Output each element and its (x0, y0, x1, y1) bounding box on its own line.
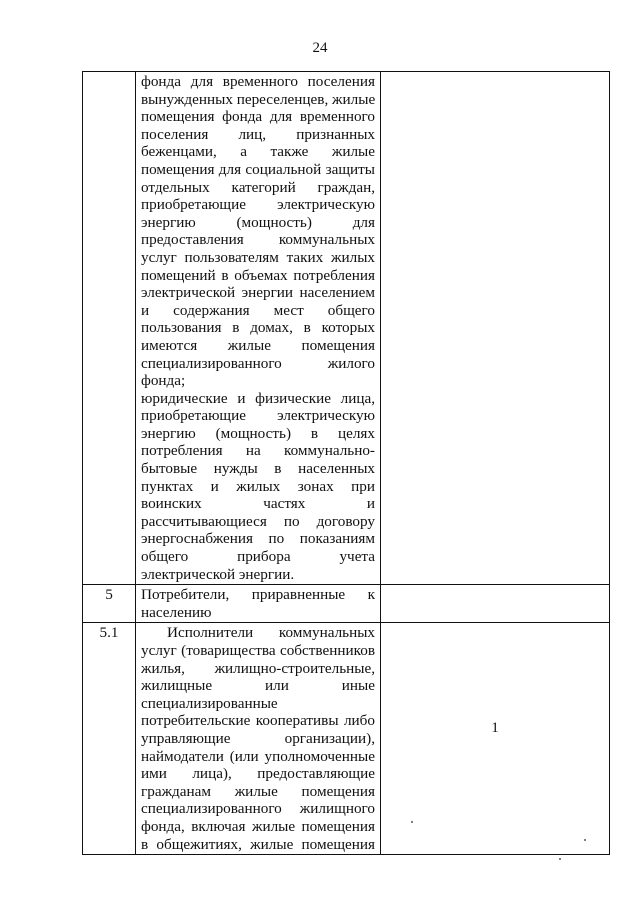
text-line: энергию (мощность) в целях (141, 424, 375, 442)
text-line: ими лица), предоставляющие (141, 765, 375, 783)
text-line: помещения фонда для временного (141, 108, 375, 126)
text-line: общего прибора учета (141, 548, 375, 566)
text-line: пользования в домах, в которых (141, 319, 375, 337)
text-line: жилья, жилищно-строительные, (141, 659, 375, 677)
consumer-description-cell (136, 623, 381, 855)
scan-speck (584, 839, 586, 841)
row-number-cell: 5.1 (83, 623, 136, 855)
table-row (83, 623, 610, 855)
table-row (83, 585, 610, 623)
row-number-cell (83, 72, 136, 585)
text-line: электрической энергии населением (141, 284, 375, 302)
text-line: и содержания мест общего (141, 301, 375, 319)
text-line: гражданам жилые помещения (141, 782, 375, 800)
consumer-description-cell (136, 72, 381, 585)
text-line: фонда для временного поселения (141, 73, 375, 90)
text-line: предоставления коммунальных (141, 231, 375, 249)
value-cell (381, 623, 610, 855)
text-line: приобретающие электрическую (141, 407, 375, 425)
text-line: помещений в объемах потребления (141, 266, 375, 284)
text-line: в общежитиях, жилые помещения (141, 835, 375, 853)
text-line: приобретающие электрическую (141, 196, 375, 214)
text-line: Потребители, приравненные к (141, 586, 375, 604)
text-line: населению (141, 603, 212, 621)
text-line: специализированного жилого (141, 354, 375, 372)
text-line: бытовые нужды в населенных (141, 460, 375, 478)
text-line: потребления на коммунально- (141, 442, 375, 460)
text-line: беженцами, а также жилые (141, 143, 375, 161)
text-line: управляющие организации), (141, 729, 375, 747)
text-line: отдельных категорий граждан, (141, 178, 375, 196)
text-line: фонда, включая жилые помещения (141, 817, 375, 835)
text-line: рассчитывающиеся по договору (141, 512, 375, 530)
text-line: энергию (мощность) для (141, 213, 375, 231)
text-line: имеются жилые помещения (141, 336, 375, 354)
text-line: специализированные (141, 694, 278, 712)
text-line: юридические и физические лица, (141, 389, 375, 407)
value-cell (381, 72, 610, 585)
text-line: жилищные или иные (141, 677, 375, 695)
scan-speck (559, 858, 561, 860)
consumer-description-cell (136, 585, 381, 623)
text-line: вынужденных переселенцев, жилые (141, 90, 375, 108)
text-line: услуг (товарищества собственников (141, 642, 375, 659)
text-line: фонда; (141, 372, 186, 390)
text-line: потребительские кооперативы либо (141, 712, 375, 730)
text-line: Исполнители коммунальных (167, 624, 375, 642)
text-line: поселения лиц, признанных (141, 125, 375, 143)
text-line: воинских частях и (141, 495, 375, 513)
text-line: электрической энергии. (141, 565, 295, 583)
text-line: услуг пользователям таких жилых (141, 248, 375, 266)
text-line: наймодатели (или уполномоченные (141, 747, 375, 765)
value-text: 1 (491, 719, 499, 737)
page-number: 24 (312, 40, 328, 56)
row-number-cell: 5 (83, 585, 136, 623)
table-row (83, 72, 610, 585)
value-cell (381, 585, 610, 623)
text-line: помещения для социальной защиты (141, 160, 375, 178)
tariff-table (82, 71, 610, 855)
text-line: пунктах и жилых зонах при (141, 477, 375, 495)
scan-speck (411, 821, 413, 823)
text-line: специализированного жилищного (141, 800, 375, 818)
text-line: энергоснабжения по показаниям (141, 530, 375, 548)
